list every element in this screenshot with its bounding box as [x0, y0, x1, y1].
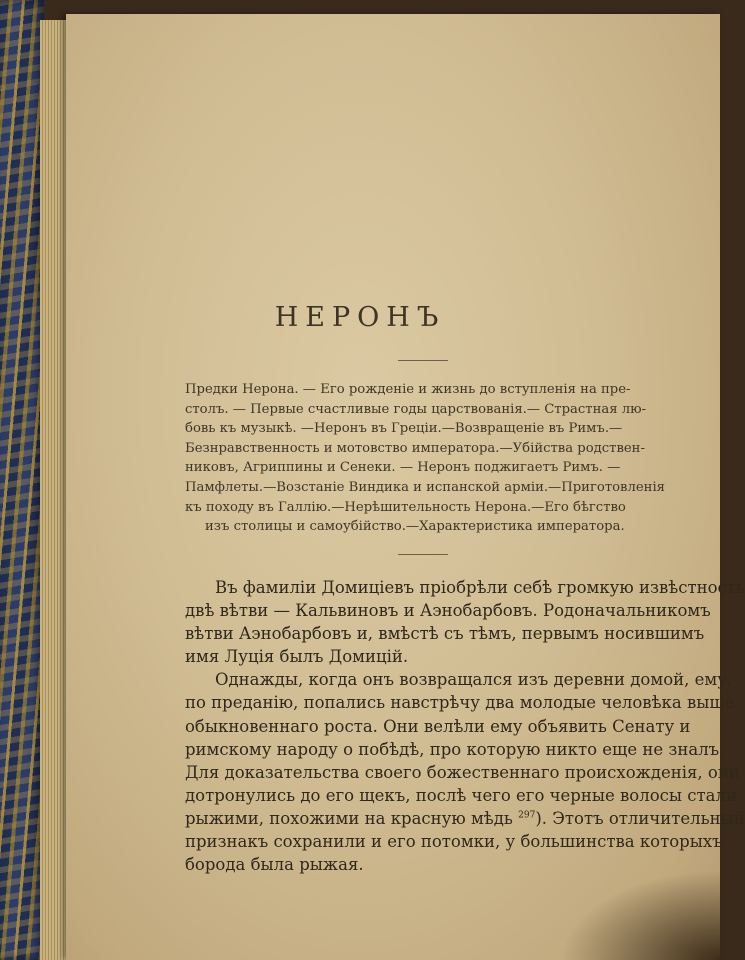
- chapter-title: НЕРОНЪ: [274, 302, 446, 333]
- summary-line: Безнравственность и мотовство императора.—Убійства родствен-: [185, 440, 645, 456]
- text-line-with-footnote: [185, 807, 745, 830]
- text-line: Однажды, когда онъ возвращался изъ деревни домой, ему,: [215, 670, 733, 690]
- chapter-summary: [185, 380, 665, 537]
- text-line: имя Луція былъ Домицій.: [185, 647, 409, 667]
- text-line: дотронулись до его щекъ, послѣ чего его черные волосы стали: [185, 785, 737, 805]
- book-spine-edge: [0, 0, 44, 960]
- body-text: [185, 576, 745, 876]
- paragraph: [185, 576, 745, 668]
- paragraph: [185, 668, 745, 876]
- summary-line: никовъ, Агриппины и Сенеки. — Неронъ поджигаетъ Римъ. —: [185, 460, 621, 476]
- text-line: обыкновеннаго роста. Они велѣли ему объявить Сенату и: [185, 716, 691, 736]
- footnote-marker: 297: [518, 810, 536, 821]
- text-line: римскому народу о побѣдѣ, про которую никто еще не зналъ.: [185, 739, 725, 759]
- text-line: вѣтви Аэнобарбовъ и, вмѣстѣ съ тѣмъ, первымъ носившимъ: [185, 624, 705, 644]
- summary-line: къ походу въ Галлію.—Нерѣшительность Нерона.—Его бѣгство: [185, 499, 626, 515]
- text-line: признакъ сохранили и его потомки, у большинства которыхъ: [185, 832, 723, 852]
- text-line: борода была рыжая.: [185, 855, 364, 875]
- text-line: Для доказательства своего божественнаго происхожденія, они: [185, 762, 740, 782]
- summary-line: Памфлеты.—Возстаніе Виндика и испанской арміи.—Приготовленія: [185, 479, 665, 495]
- text-line: двѣ вѣтви — Кальвиновъ и Аэнобарбовъ. Родоначальникомъ: [185, 601, 711, 621]
- summary-line: столъ. — Первые счастливые годы царствованія.— Страстная лю-: [185, 401, 647, 417]
- text-line: Въ фамиліи Домиціевъ пріобрѣли себѣ громкую извѣстность: [215, 578, 745, 597]
- text-segment: рыжими, похожими на красную мѣдь: [185, 808, 519, 828]
- summary-line: бовь къ музыкѣ. —Неронъ въ Греціи.—Возвращеніе въ Римъ.—: [185, 421, 623, 437]
- summary-line: изъ столицы и самоубійство.—Характеристика императора.: [205, 519, 625, 535]
- text-line: по преданію, попались навстрѣчу два молодые человѣка выше: [185, 693, 735, 713]
- text-segment: ). Этотъ отличительный: [535, 808, 745, 828]
- divider-rule: [398, 554, 448, 555]
- summary-line: Предки Нерона. — Его рожденіе и жизнь до вступленія на пре-: [185, 382, 631, 397]
- page-shadow: [560, 870, 720, 960]
- divider-rule: [398, 360, 448, 361]
